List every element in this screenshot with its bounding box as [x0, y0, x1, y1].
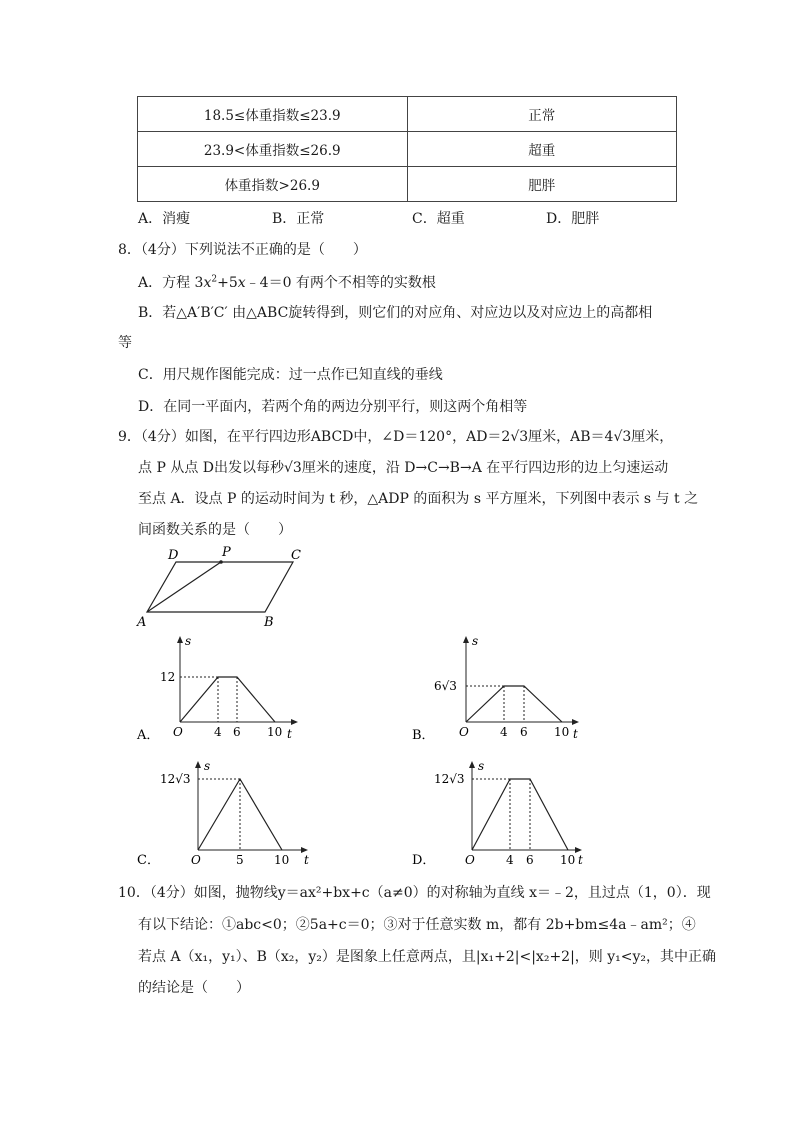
- graph-a-ymax: 12: [160, 670, 176, 684]
- q8-option-d: D．在同一平面内，若两个角的两边分别平行，则这两个角相等: [138, 399, 528, 415]
- graph-d-tick-6: 6: [526, 853, 534, 867]
- q9-line3: 至点 A．设点 P 的运动时间为 t 秒，△ADP 的面积为 s 平方厘米，下列图中表示 s 与 t 之: [138, 491, 699, 507]
- q8-option-b-line2: 等: [118, 335, 132, 351]
- graph-b-tick-10: 10: [554, 725, 570, 739]
- graph-a: [134, 630, 314, 745]
- q9-line2: 点 P 从点 D出发以每秒√3厘米的速度，沿 D→C→B→A 在平行四边形的边上匀速运动: [138, 460, 669, 476]
- q10-line3: 若点 A（x₁，y₁）、B（x₂，y₂）是图象上任意两点，且|x₁+2|<|x₂+2|，则 y₁<y₂，其中正确: [138, 949, 717, 965]
- segment-ap: [147, 562, 221, 612]
- graph-b-origin: O: [459, 725, 469, 739]
- graph-b-curve: [466, 686, 562, 722]
- graph-b-axis-t: t: [573, 727, 578, 741]
- q7-option-a: A．消瘦: [138, 211, 191, 227]
- graph-c-ymax: 12√3: [160, 772, 191, 786]
- graph-c-option: C．: [137, 853, 160, 868]
- q8-option-a: [138, 273, 436, 293]
- q7-option-c: C．超重: [412, 211, 465, 227]
- table-row: [138, 167, 677, 202]
- graph-c: [134, 755, 324, 870]
- graph-a-curve: [180, 677, 275, 722]
- graph-d-tick-4: 4: [506, 853, 514, 867]
- q8-option-a-x: x: [203, 275, 212, 291]
- graph-a-option: A．: [137, 728, 160, 743]
- parallelogram-shape: [147, 562, 293, 612]
- graph-c-origin: O: [191, 853, 201, 867]
- table-cell: 23.9<体重指数≤26.9: [138, 132, 408, 167]
- graph-a-tick-4: 4: [214, 725, 222, 739]
- graph-c-axis-t: t: [304, 853, 309, 867]
- q8-option-c: C．用尺规作图能完成：过一点作已知直线的垂线: [138, 367, 443, 383]
- graph-d-tick-10: 10: [560, 853, 576, 867]
- graph-d-ymax: 12√3: [434, 772, 465, 786]
- q10-line2: 有以下结论：①abc<0；②5a+c＝0；③对于任意实数 m，都有 2b+bm≤4a﹣am²；④: [138, 917, 696, 933]
- table-cell: 超重: [407, 132, 677, 167]
- graph-b-ymax: 6√3: [434, 679, 457, 693]
- graph-d-curve: [472, 779, 568, 850]
- label-p: P: [222, 545, 231, 560]
- table-row: [138, 132, 677, 167]
- graph-d-origin: O: [465, 853, 475, 867]
- table-cell: 正常: [407, 97, 677, 132]
- graph-b-tick-6: 6: [520, 725, 528, 739]
- q7-option-d: D．肥胖: [546, 211, 600, 227]
- q7-option-b: B．正常: [272, 211, 325, 227]
- graph-d: [410, 755, 600, 870]
- graph-c-axis-s: s: [204, 759, 211, 773]
- q8-option-b-line1: B．若△A′B′C′ 由△ABC旋转得到，则它们的对应角、对应边以及对应边上的高都相: [138, 305, 653, 321]
- q8-option-a-exp: 2: [211, 274, 218, 285]
- label-a: A: [137, 615, 147, 630]
- q10-line1: 10．（4分）如图，抛物线y＝ax²+bx+c（a≠0）的对称轴为直线 x＝﹣2，且过点（1，0）．现: [118, 885, 711, 901]
- graph-d-axis-s: s: [478, 759, 485, 773]
- point-p: [219, 560, 223, 564]
- graph-d-axis-t: t: [578, 853, 583, 867]
- table-cell: 18.5≤体重指数≤23.9: [138, 97, 408, 132]
- q8-option-a-mid: +5: [217, 275, 238, 291]
- q8-option-a-pre: A．方程 3: [138, 275, 204, 291]
- graph-c-tick-5: 5: [236, 853, 244, 867]
- graph-d-option: D．: [412, 853, 436, 868]
- q9-line4: 间函数关系的是（ ）: [138, 522, 292, 538]
- graph-b-tick-4: 4: [500, 725, 508, 739]
- graph-a-origin: O: [173, 725, 183, 739]
- q8-stem: 8．（4分）下列说法不正确的是（ ）: [118, 242, 367, 258]
- graph-a-tick-6: 6: [233, 725, 241, 739]
- label-d: D: [168, 548, 179, 563]
- table-cell: 肥胖: [407, 167, 677, 202]
- label-b: B: [264, 615, 274, 630]
- table-cell: 体重指数>26.9: [138, 167, 408, 202]
- q8-option-a-x2: x: [237, 275, 246, 291]
- table-row: [138, 97, 677, 132]
- graph-a-axis-s: s: [185, 634, 192, 648]
- graph-b: [410, 630, 600, 745]
- q8-option-a-post: ﹣4＝0 有两个不相等的实数根: [245, 275, 436, 291]
- label-c: C: [291, 548, 301, 563]
- graph-b-axis-s: s: [472, 634, 479, 648]
- parallelogram-figure: [130, 540, 320, 630]
- graph-a-axis-t: t: [287, 727, 292, 741]
- q9-line1: 9．（4分）如图，在平行四边形ABCD中，∠D＝120°，AD＝2√3厘米，AB＝4√3厘米，: [118, 429, 674, 445]
- q10-line4: 的结论是（ ）: [138, 980, 250, 996]
- graph-c-tick-10: 10: [274, 853, 290, 867]
- graph-a-tick-10: 10: [267, 725, 283, 739]
- bmi-table: [137, 96, 677, 202]
- graph-b-option: B．: [412, 728, 435, 743]
